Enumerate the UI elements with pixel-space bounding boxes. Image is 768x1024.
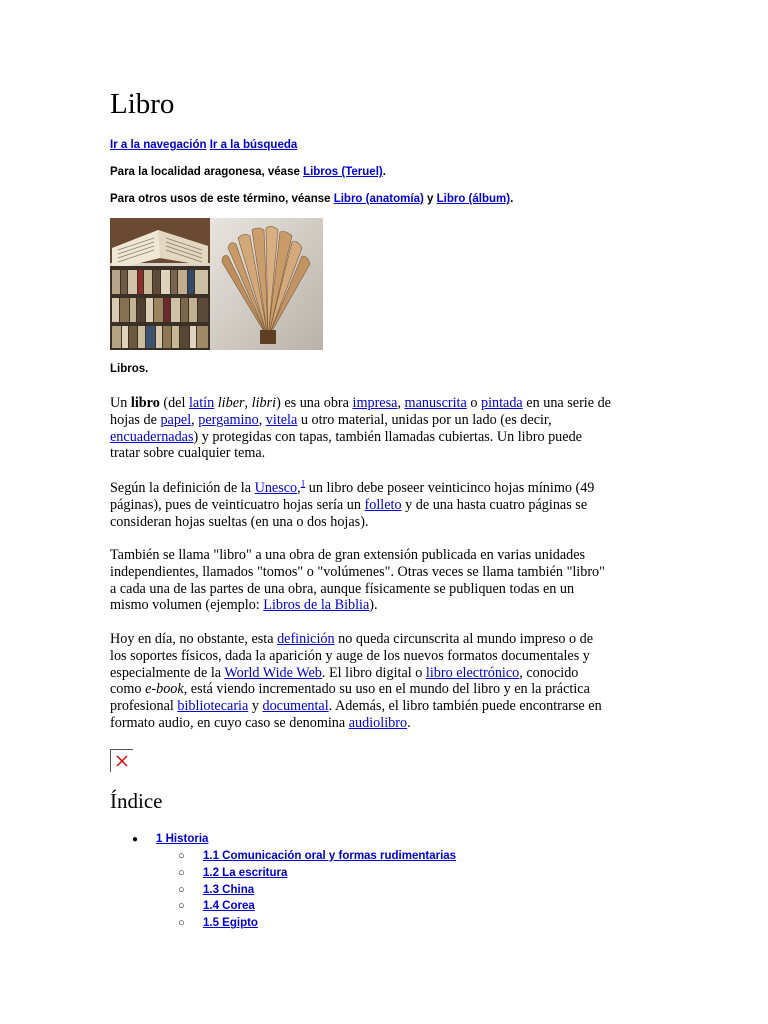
toc-link-la-escritura[interactable]: 1.2 La escritura (203, 866, 288, 879)
figure-caption: Libros. (110, 363, 149, 375)
books-photo-illustration (110, 218, 323, 350)
toc-item (110, 898, 610, 915)
link-pergamino[interactable]: pergamino (198, 411, 259, 428)
link-manuscrita[interactable]: manuscrita (404, 395, 467, 411)
bullet-circle-icon: ○ (178, 900, 185, 913)
toc-item (110, 865, 610, 882)
toc-link-egipto[interactable]: 1.5 Egipto (203, 917, 258, 930)
text-line: Según la definición de la Unesco,$^1$ un libro debe poseer veinticinco hojas mínimo (49 (110, 478, 595, 496)
link-libro-electronico[interactable]: libro electrónico (425, 664, 520, 681)
bullet-circle-icon: ○ (178, 850, 185, 862)
text-line: páginas), pues de veinticuatro hojas sería un folleto y de una hasta cuatro páginas se (110, 496, 588, 513)
table-of-contents (110, 831, 610, 932)
hatnote-text: y (423, 193, 437, 205)
link-libro-anatomia[interactable]: Libro (anatomía) (333, 193, 424, 205)
hatnote-text: . (382, 166, 386, 178)
link-bibliotecaria[interactable]: bibliotecaria (177, 698, 249, 715)
toc-link-comunicacion-oral[interactable]: 1.1 Comunicación oral y formas rudimentarias (203, 850, 457, 862)
link-audiolibro[interactable]: audiolibro (348, 715, 408, 731)
link-documental[interactable]: documental (262, 698, 329, 715)
link-impresa[interactable]: impresa (352, 395, 398, 411)
link-papel[interactable]: papel (160, 411, 192, 428)
hatnote-locality (110, 164, 386, 180)
toc-item (110, 915, 610, 932)
text-line: los soportes físicos, dada la aparición y auge de los nuevos formatos documentales y (110, 647, 590, 664)
link-unesco[interactable]: Unesco (254, 480, 298, 496)
link-vitela[interactable]: vitela (265, 411, 298, 428)
text-line: especialmente de la World Wide Web. El libro digital o libro electrónico, conocido (110, 664, 579, 681)
broken-image-icon[interactable] (110, 749, 133, 772)
toc-link-historia[interactable]: 1 Historia (156, 833, 209, 845)
link-pintada[interactable]: pintada (480, 395, 523, 411)
text-line: encuadernadas) y protegidas con tapas, también llamadas cubiertas. Un libro puede (110, 428, 582, 445)
toc-link-china[interactable]: 1.3 China (203, 883, 255, 896)
text-line: independientes, llamados "tomos" o "volúmenes". Otras veces se llama también "libro" (110, 563, 605, 580)
text-line: Un libro (del latín liber, libri) es una obra impresa, manuscrita o pintada en una serie de (110, 395, 611, 411)
text-line: Hoy en día, no obstante, esta definición no queda circunscrita al mundo impreso o de (110, 631, 594, 647)
link-latin[interactable]: latín (188, 395, 215, 411)
text-line: consideran hojas sueltas (en una o dos hojas). (110, 513, 369, 530)
text-line: También se llama "libro" a una obra de gran extensión publicada en varias unidades (110, 547, 586, 563)
toc-item (110, 848, 610, 865)
broken-image-x-icon (111, 750, 133, 772)
footnote-1-link[interactable]: 1 (300, 478, 306, 489)
link-definicion[interactable]: definición (277, 631, 335, 647)
hatnote-text: Para la localidad aragonesa, véase (110, 166, 304, 178)
link-libros-teruel[interactable]: Libros (Teruel) (303, 166, 383, 178)
hatnote-text: Para otros usos de este término, véanse (110, 193, 334, 205)
text-line: como e-book, está viendo incrementado su uso en el mundo del libro y en la práctica (110, 681, 590, 698)
text-line: a cada una de las partes de una obra, aunque físicamente se publiquen todas en un (110, 580, 575, 597)
toc-link-corea[interactable]: 1.4 Corea (203, 900, 255, 913)
bullet-circle-icon: ○ (178, 917, 185, 930)
bullet-circle-icon: ○ (178, 883, 185, 896)
page-title: Libro (110, 88, 175, 120)
text-line: tratar sobre cualquier tema. (110, 445, 266, 462)
bullet-circle-icon: ○ (178, 866, 185, 879)
text-line: profesional bibliotecaria y documental. Además, el libro también puede encontrarse en (110, 698, 602, 715)
link-encuadernadas[interactable]: encuadernadas (110, 428, 194, 445)
bullet-disc-icon: ● (132, 834, 139, 845)
skip-to-search-link[interactable]: Ir a la búsqueda (209, 139, 298, 151)
skip-links (110, 137, 297, 153)
link-libro-album[interactable]: Libro (álbum) (436, 193, 511, 205)
skip-to-navigation-link[interactable]: Ir a la navegación (110, 139, 207, 151)
books-image[interactable] (110, 218, 323, 350)
link-libros-de-la-biblia[interactable]: Libros de la Biblia (263, 597, 370, 614)
term-libro: libro (130, 395, 160, 411)
index-heading: Índice (110, 789, 163, 813)
link-world-wide-web[interactable]: World Wide Web (224, 664, 322, 681)
link-folleto[interactable]: folleto (364, 496, 402, 513)
toc-item (110, 831, 610, 848)
text-line: formato audio, en cuyo caso se denomina audiolibro. (110, 715, 411, 731)
text-line: hojas de papel, pergamino, vitela u otro material, unidas por un lado (es decir, (110, 411, 552, 428)
text-line: mismo volumen (ejemplo: Libros de la Biblia). (110, 597, 378, 614)
hatnote-text: . (510, 193, 514, 205)
hatnote-other-uses (110, 191, 513, 207)
toc-item (110, 882, 610, 899)
